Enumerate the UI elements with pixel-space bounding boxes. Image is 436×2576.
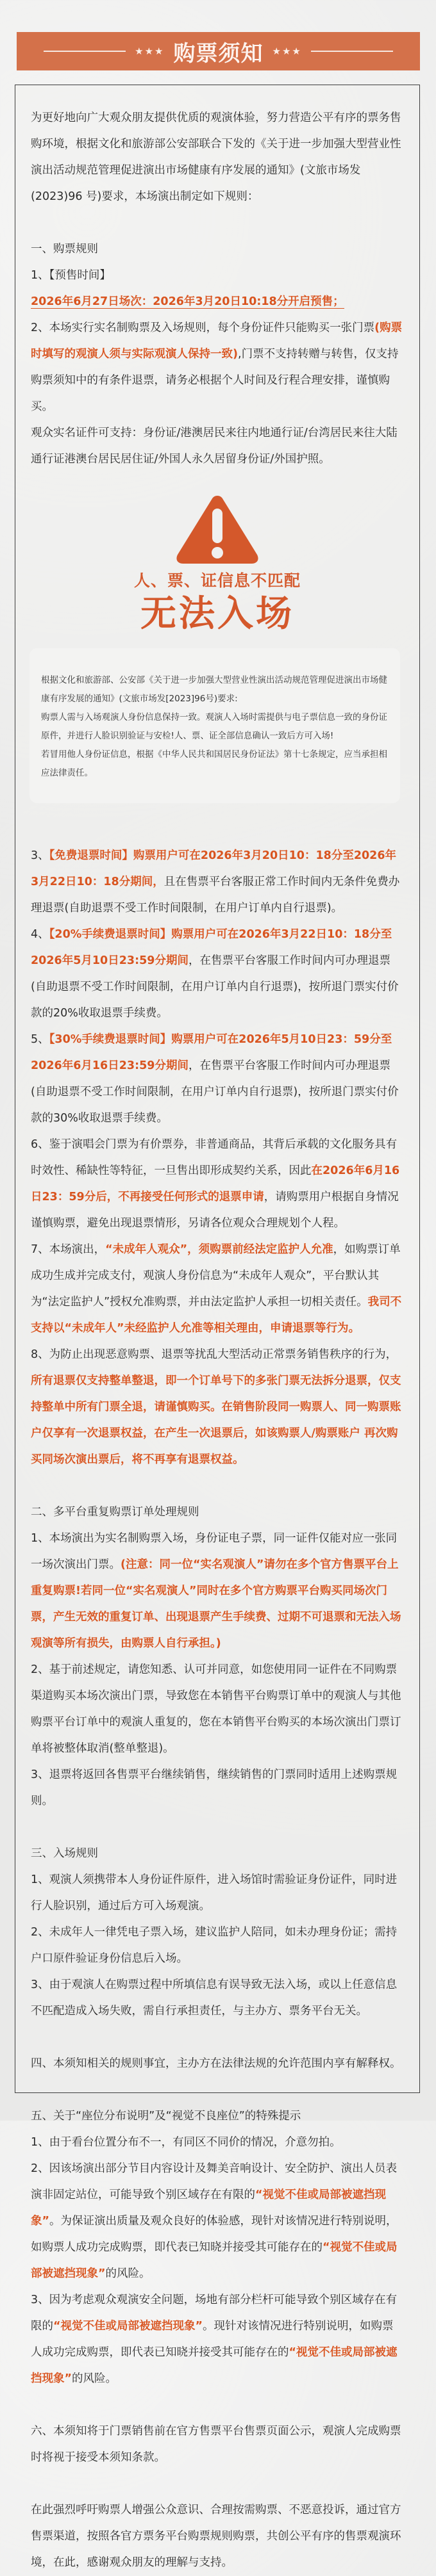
star-icons-left: ★★★ [135,45,165,57]
rule-item-2: 2、本场实行实名制购票及入场规则，每个身份证件只能购买一张门票(购票时填写的观演人须与实际观演人保持一致),门票不支持转赠与转售，仅支持购票须知中的有条件退票，请务必根据个人时间及行程合理安排，谨慎购买。 [31,322,403,413]
rule-item-8: 8、为防止出现恶意购票、退票等扰乱大型活动正常票务销售秩序的行为，所有退票仅支持整单整退，即一个订单号下的多张门票无法拆分退票，仅支持整单中所有门票全退，请谨慎购买。在销售阶段同一购票人、同一购票账户仅享有一次退票权益，在产生一次退票后，如该购票人/购票账户 再次购买同场次演出票后，将不再享有退票权益。 [31,1348,401,1466]
rule-item-3: 3、【免费退票时间】购票用户可在2026年3月20日10：18分至2026年3月22日10：18分期间，且在售票平台客服正常工作时间内无条件免费办理退票(自助退票不受工作时间限制，在用户订单内自行退票)。 [31,849,400,915]
real-name-highlight: (购票时填写的观演人须与实际观演人保持一致) [31,322,403,361]
warning-title: 无法入场 [140,593,294,635]
regulation-notice-card: 根据文化和旅游部、公安部《关于进一步加强大型营业性演出活动规范管理促进演出市场健康有序发展的通知》(文旅市场发[2023]96号)要求: 购票人需与入场观演人身份信息保持一致。观演人入场时需提供与电子票信息一致的身份证原件，并进行人脸识别验证与安检!人、票、证全部信息确认一致后方可入场! 若冒用他人身份证信息，根据《中华人民共和国居民身份证法》第十七条规定，应当承担相应法律责任。 [29,648,400,803]
presale-time: 2026年6月27日场次：2026年3月20日10:18分开启预售； [31,295,344,308]
section-title-seating: 五、关于“座位分布说明”及“视觉不良座位”的特殊提示 [31,2110,301,2123]
entry-item-2: 2、未成年人一律凭电子票入场，建议监护人陪同，如未办理身份证；需持户口原件验证身份信息后入场。 [31,1926,398,1965]
rule-item-7: 7、本场演出，“未成年人观众”，须购票前经法定监护人允准，如购票订单成功生成并完成支付，观演人身份信息为“未成年人观众”，平台默认其为“法定监护人”授权允准购票，并由法定监护人承担一切相关责任。我司不支持以“未成年人”未经监护人允准等相关理由，申请退票等行为。 [31,1243,402,1335]
header-rule-right [311,51,393,52]
closing-appeal: 在此强烈呼吁购票人增强公众意识、合理按需购票、不恶意投诉，通过官方售票渠道，按照各官方票务平台购票规则购票，共创公平有序的售票观演环境，在此，感谢观众朋友的理解与支持。 [31,2504,401,2569]
entry-item-3: 3、由于观演人在购票过程中所填信息有误导致无法入场，或以上任意信息不匹配造成入场失败，需自行承担责任，与主办方、票务平台无关。 [31,1978,398,2018]
seating-item-2: 2、因该场演出部分节目内容设计及舞美音响设计、安全防护、演出人员表演非固定站位，可能导致个别区域存在有限的“视觉不佳或局部被遮挡现象”。为保证演出质量及观众良好的体验感，现针对该情况进行特别说明，如购票人成功完成购票，即代表已知晓并接受其可能存在的“视觉不佳或局部被遮挡现象”的风险。 [31,2162,398,2280]
warning-triangle-icon [174,492,261,565]
rule-item-4: 4、【20%手续费退票时间】购票用户可在2026年3月22日10：18分至2026年5月10日23:59分期间，在售票平台客服工作时间内可办理退票(自助退票不受工作时间限制，在用户订单内自行退票)，按所退门票实付价款的20%收取退票手续费。 [31,928,399,1020]
section-interpretation: 四、本须知相关的规则事宜，主办方在法律法规的允许范围内享有解释权。 [31,2057,401,2070]
minor-highlight: “未成年人观众”，须购票前经法定监护人允准 [105,1243,333,1256]
header-banner [17,32,420,70]
minor-refund-highlight: 我司不支持以“未成年人”未经监护人允准等相关理由，申请退票等行为。 [31,1296,402,1335]
section-title-entry-rules: 三、入场规则 [31,1847,98,1860]
id-types: 观众实名证件可支持：身份证/港澳居民来往内地通行证/台湾居民来往大陆通行证港澳台居民居住证/外国人永久居留身份证/外国护照。 [31,427,398,466]
multi-platform-item-1: 1、本场演出为实名制购票入场，身份证电子票，同一证件仅能对应一张同一场次演出门票。(注意：同一位“实名观演人”请勿在多个官方售票平台上重复购票!若同一位“实名观演人”同时在多个官方购票平台购买同场次门票，产生无效的重复订单、出现退票产生手续费、过期不可退票和无法入场观演等所有损失，由购票人自行承担。) [31,1532,401,1650]
rule-item-5: 5、【30%手续费退票时间】购票用户可在2026年5月10日23：59分至2026年6月16日23:59分期间，在售票平台客服工作时间内可办理退票(自助退票不受工作时间限制，在用户订单内自行退票)，按所退门票实付价款的30%收取退票手续费。 [31,1033,399,1125]
section-title-multi-platform: 二、多平台重复购票订单处理规则 [31,1506,199,1519]
whole-order-refund-highlight: 所有退票仅支持整单整退，即一个订单号下的多张门票无法拆分退票，仅支持整单中所有门票全退，请谨慎购买。在销售阶段同一购票人、同一购票账户仅享有一次退票权益，在产生一次退票后，如该购票人/购票账户 再次购买同场次演出票后，将不再享有退票权益。 [31,1374,401,1466]
no-refund-highlight: 在2026年6月16日23：59分后，不再接受任何形式的退票申请 [31,1164,400,1203]
notice-content [31,105,404,2576]
entry-item-1: 1、观演人须携带本人身份证件原件，进入场馆时需验证身份证件，同时进行人脸识别，通过后方可入场观演。 [31,1873,398,1912]
refund-30-highlight: 【30%手续费退票时间】购票用户可在2026年5月10日23：59分至2026年6月16日23:59分期间 [31,1033,392,1072]
section-publication: 六、本须知将于门票销售前在官方售票平台售票页面公示，观演人完成购票时将视于接受本须知条款。 [31,2425,401,2464]
warning-subtitle: 人、票、证信息不匹配 [133,571,301,590]
refund-20-highlight: 【20%手续费退票时间】购票用户可在2026年3月22日10：18分至2026年5月10日23:59分期间 [31,928,392,967]
page-title: 购票须知 [173,40,264,67]
section-title-ticket-rules: 一、购票规则 [31,243,98,256]
free-refund-highlight: 【免费退票时间】购票用户可在2026年3月20日10：18分至2026年3月22日10：18分期间， [31,849,397,888]
duplicate-purchase-highlight: (注意：同一位“实名观演人”请勿在多个官方售票平台上重复购票!若同一位“实名观演人”同时在多个官方购票平台购买同场次门票，产生无效的重复订单、出现退票产生手续费、过期不可退票和无法入场观演等所有损失，由购票人自行承担。) [31,1558,401,1650]
seating-item-1: 1、由于看台位置分布不一，有同区不同价的情况，介意勿拍。 [31,2136,341,2149]
presale-label: 1、【预售时间】 [31,269,111,282]
multi-platform-item-2: 2、基于前述规定，请您知悉、认可并同意，如您使用同一证件在不同购票渠道购买本场次演出门票，导致您在本销售平台购票订单中的观演人与其他购票平台订单中的观演人重复的，您在本销售平台购买的本场次演出门票订单将被整体取消(整单整退)。 [31,1663,401,1755]
rule-item-6: 6、鉴于演唱会门票为有价票券，非普通商品，其背后承载的文化服务具有时效性、稀缺性等特征，一旦售出即形成契约关系，因此在2026年6月16日23：59分后，不再接受任何形式的退票申请，请购票用户根据自身情况谨慎购票，避免出现退票情形，另请各位观众合理规划个人程。 [31,1138,400,1230]
multi-platform-item-3: 3、退票将返回各售票平台继续销售，继续销售的门票同时适用上述购票规则。 [31,1768,398,1807]
seating-item-3: 3、因为考虑观众观演安全问题，场地有部分栏杆可能导致个别区域存在有限的“视觉不佳或局部被遮挡现象”。现针对该情况进行特别说明，如购票人成功完成购票，即代表已知晓并接受其可能存在的“视觉不佳或局部被遮挡现象”的风险。 [31,2294,398,2385]
header-rule-left [44,51,126,52]
mismatch-warning [31,492,404,635]
star-icons-right: ★★★ [272,45,302,57]
intro-paragraph: 为更好地向广大观众朋友提供优质的观演体验，努力营造公平有序的票务售购环境，根据文化和旅游部公安部联合下发的《关于进一步加强大型营业性演出活动规范管理促进演出市场健康有序发展的通知》(文旅市场发(2023)96 号)要求，本场演出制定如下规则： [31,111,401,203]
